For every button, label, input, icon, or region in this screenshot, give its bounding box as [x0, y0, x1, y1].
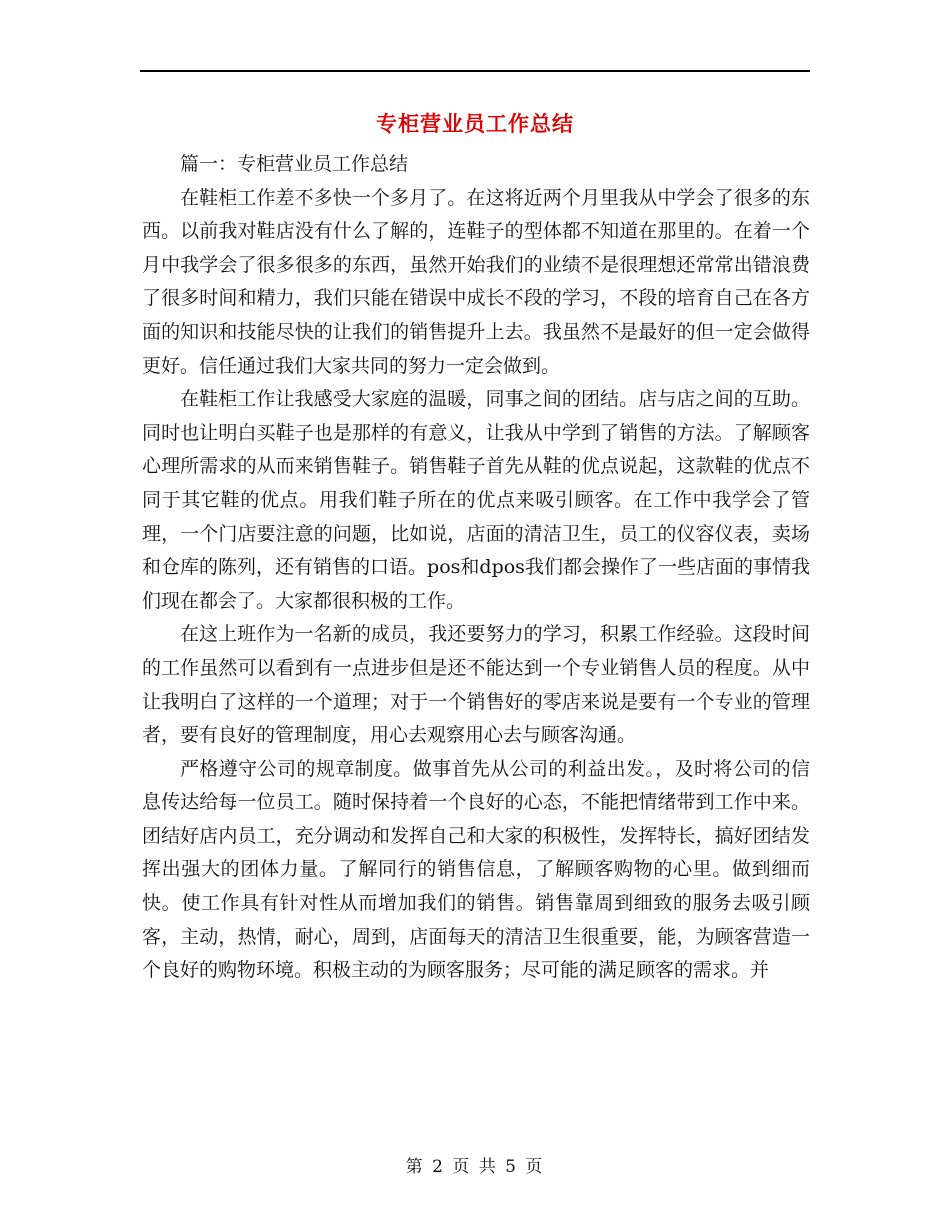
header-rule	[140, 70, 810, 72]
document-body	[142, 148, 810, 988]
section-heading: 篇一：专柜营业员工作总结	[180, 153, 409, 175]
paragraph-4: 严格遵守公司的规章制度。做事首先从公司的利益出发。，及时将公司的信息传达给每一位员工。随时保持着一个良好的心态，不能把情绪带到工作中来。团结好店内员工，充分调动和发挥自己和大家的积极性，发挥特长，搞好团结发挥出强大的团体力量。了解同行的销售信息，了解顾客购物的心里。做到细而快。使工作具有针对性从而增加我们的销售。销售靠周到细致的服务去吸引顾客，主动，热情，耐心，周到，店面每天的清洁卫生很重要，能，为顾客营造一个良好的购物环境。积极主动的为顾客服务；尽可能的满足顾客的需求。并	[142, 757, 810, 982]
paragraph-2: 在鞋柜工作让我感受大家庭的温暖，同事之间的团结。店与店之间的互助。同时也让明白买鞋子也是那样的有意义，让我从中学到了销售的方法。了解顾客心理所需求的从而来销售鞋子。销售鞋子首先从鞋的优点说起，这款鞋的优点不同于其它鞋的优点。用我们鞋子所在的优点来吸引顾客。在工作中我学会了管理，一个门店要注意的问题，比如说，店面的清洁卫生，员工的仪容仪表，卖场和仓库的陈列，还有销售的口语。pos和dpos我们都会操作了一些店面的事情我们现在都会了。大家都很积极的工作。	[142, 388, 810, 612]
paragraph-1: 在鞋柜工作差不多快一个多月了。在这将近两个月里我从中学会了很多的东西。以前我对鞋店没有什么了解的，连鞋子的型体都不知道在那里的。在着一个月中我学会了很多很多的东西，虽然开始我们的业绩不是很理想还常常出错浪费了很多时间和精力，我们只能在错误中成长不段的学习，不段的培育自己在各方面的知识和技能尽快的让我们的销售提升上去。我虽然不是最好的但一定会做得更好。信任通过我们大家共同的努力一定会做到。	[142, 186, 810, 377]
paragraph-3: 在这上班作为一名新的成员，我还要努力的学习，积累工作经验。这段时间的工作虽然可以看到有一点进步但是还不能达到一个专业销售人员的程度。从中让我明白了这样的一个道理；对于一个销售好的零店来说是要有一个专业的管理者，要有良好的管理制度，用心去观察用心去与顾客沟通。	[142, 623, 810, 747]
document-title: 专柜营业员工作总结	[376, 111, 574, 136]
page-number-footer: 第 2 页 共 5 页	[405, 1157, 545, 1177]
